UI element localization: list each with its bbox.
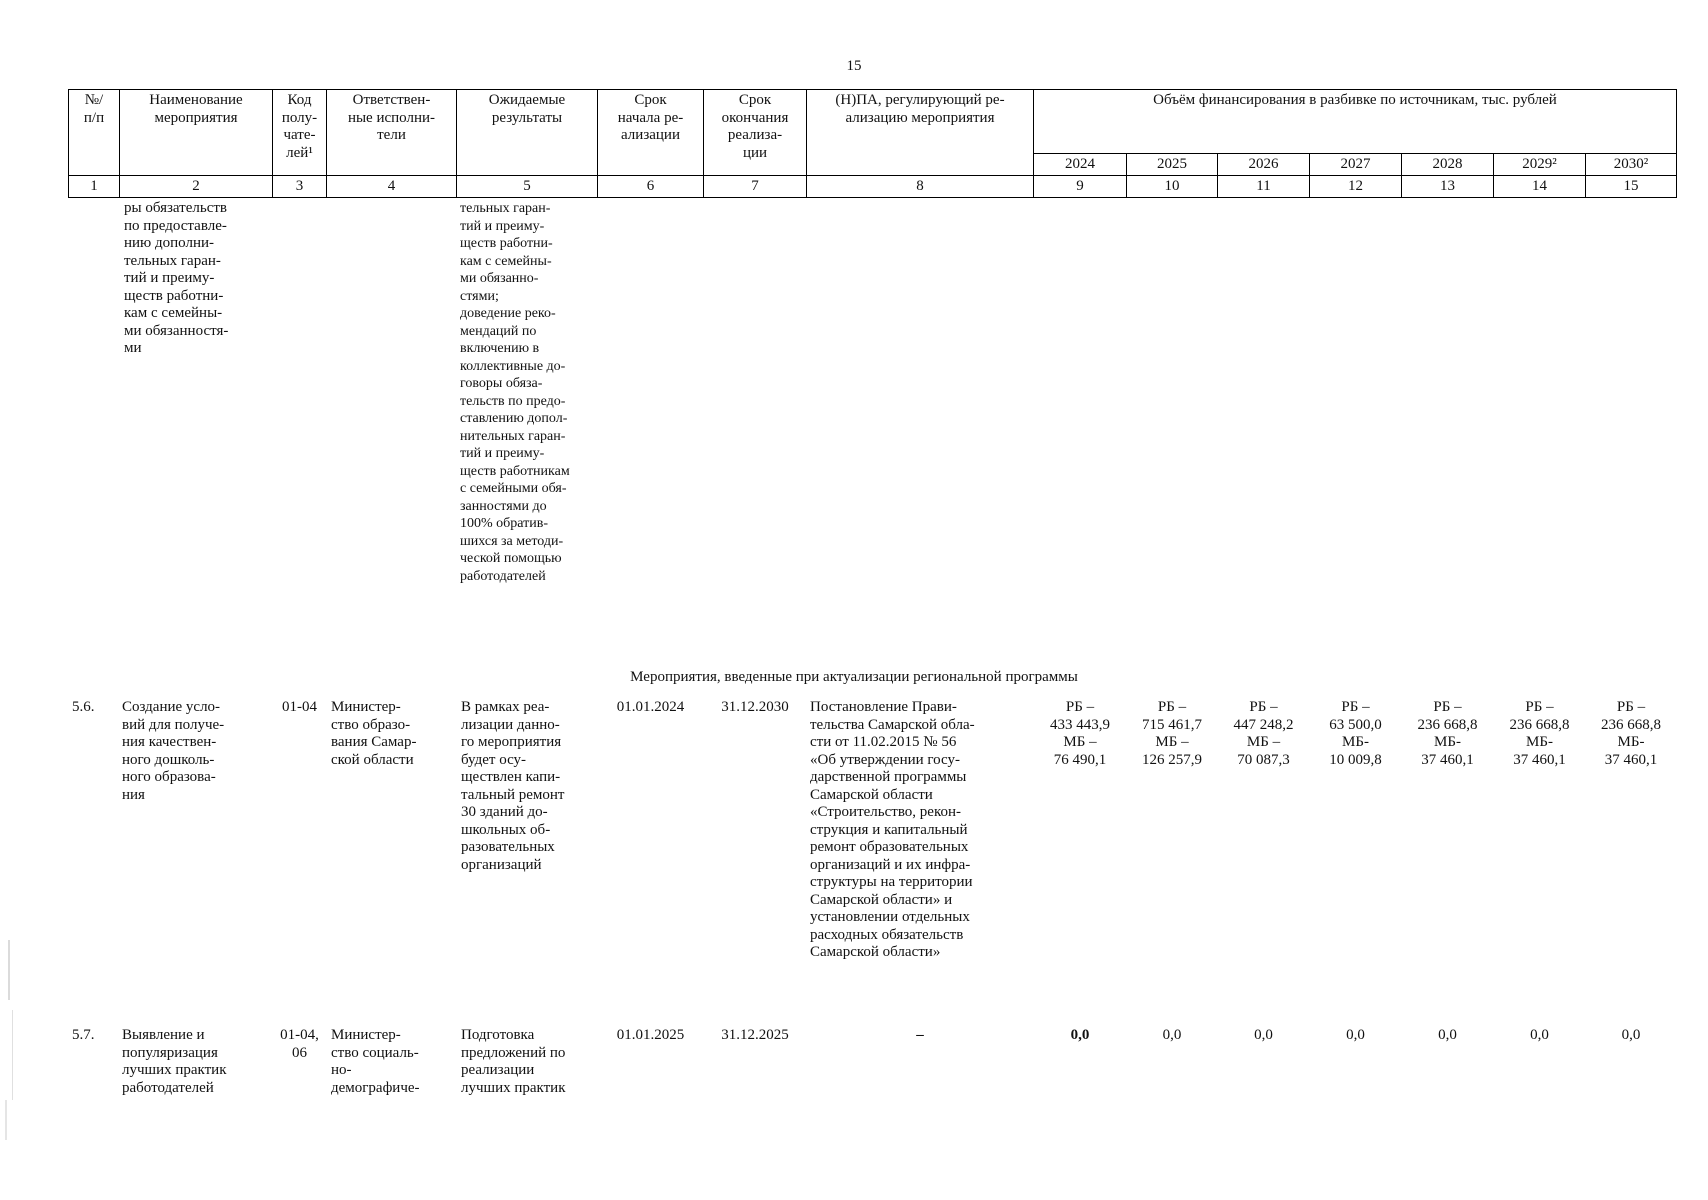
header-measure-name: Наименование мероприятия — [149, 92, 243, 126]
header-funding: Объём финансирования в разбивке по источникам, тыс. рублей — [1153, 92, 1557, 108]
legal-act: Постановление Прави- тельства Самарской обла- сти от 11.02.2015 № 56 «Об утверждении госу- дарственной программы Самарской области «Строительство, рекон- струкция и капитальный ремонт образовательных организаций и их инфра- структуры на территории Самарской области» и установлении отдельных расходных обязательств Самарской области» — [810, 699, 975, 960]
end-date: 31.12.2030 — [721, 699, 789, 715]
column-number: 2 — [192, 178, 200, 194]
column-numbers-bottom-border — [68, 197, 1677, 198]
column-number: 7 — [751, 178, 759, 194]
responsible-executors: Министер- ство образо- вания Самар- ской области — [331, 699, 417, 768]
year-header: 2025 — [1157, 156, 1187, 172]
scan-artifact — [8, 940, 10, 1000]
funding-cell: РБ – 236 668,8 МБ- 37 460,1 — [1417, 699, 1478, 768]
column-number: 6 — [646, 178, 655, 194]
column-number: 15 — [1623, 178, 1639, 194]
header-recipient-code: Код полу- чате- лей¹ — [281, 92, 318, 161]
funding-cell: 0,0 — [1530, 1027, 1549, 1043]
header-start-date: Срок начала ре- ализации — [617, 92, 684, 143]
continuation-measure-name: ры обязательств по предоставле- нию дополни- тельных гаран- тий и преиму- ществ работни- кам с семейны- ми обязанностя- ми — [124, 200, 229, 356]
scan-artifact — [12, 1010, 13, 1100]
column-number: 13 — [1440, 178, 1455, 194]
measure-name: Создание усло- вий для получе- ния качествен- ного дошколь- ного образова- ния — [122, 699, 225, 803]
header-number: №/ п/п — [83, 92, 105, 126]
year-header: 2028 — [1432, 156, 1463, 172]
expected-results: Подготовка предложений по реализации лучших практик — [461, 1027, 566, 1096]
column-number: 10 — [1164, 178, 1180, 194]
funding-cell: РБ – 433 443,9 МБ – 76 490,1 — [1050, 699, 1110, 768]
recipient-code: 01-04, 06 — [280, 1027, 319, 1061]
funding-cell: РБ – 447 248,2 МБ – 70 087,3 — [1233, 699, 1294, 768]
header-bottom-border — [68, 175, 1677, 176]
column-number: 8 — [916, 178, 924, 194]
column-divider — [1676, 89, 1677, 198]
start-date: 01.01.2025 — [616, 1027, 685, 1043]
table-border-top — [68, 89, 1677, 90]
column-number: 12 — [1348, 178, 1363, 194]
header-responsible: Ответствен- ные исполни- тели — [347, 92, 436, 143]
funding-cell: РБ – 236 668,8 МБ- 37 460,1 — [1601, 699, 1661, 768]
column-number: 5 — [523, 178, 531, 194]
funding-header-divider — [1033, 153, 1677, 154]
column-number: 1 — [90, 178, 98, 194]
continuation-expected-results: тельных гаран- тий и преиму- ществ работни- кам с семейны- ми обязанно- стями; доведение реко- мендаций по включению в коллективные до- говоры обяза- тельств по предо- ставлению допол- нительных гаран- тий и преиму- ществ работникам с семейными обя- занностями до 100% обратив- шихся за методи- ческой помощью работодателей — [460, 201, 570, 584]
responsible-executors: Министер- ство социаль- но- демографиче- — [331, 1027, 420, 1096]
row-number: 5.7. — [72, 1027, 95, 1043]
page-number: 15 — [846, 58, 862, 74]
year-header: 2029² — [1522, 156, 1557, 172]
column-number: 4 — [387, 178, 396, 194]
measure-name: Выявление и популяризация лучших практик работодателей — [122, 1027, 227, 1096]
row-number: 5.6. — [72, 699, 95, 715]
year-header: 2030² — [1613, 156, 1649, 172]
header-legal-act: (Н)ПА, регулирующий ре- ализацию мероприятия — [835, 92, 1005, 126]
funding-cell: 0,0 — [1621, 1027, 1641, 1043]
year-header: 2026 — [1248, 156, 1279, 172]
expected-results: В рамках реа- лизации данно- го мероприятия будет осу- ществлен капи- тальный ремонт 30 зданий до- школьных об- разовательных организаций — [461, 699, 565, 873]
column-number: 14 — [1532, 178, 1547, 194]
start-date: 01.01.2024 — [616, 699, 685, 715]
funding-cell: 0,0 — [1254, 1027, 1273, 1043]
funding-cell: 0,0 — [1070, 1027, 1090, 1043]
funding-cell: РБ – 236 668,8 МБ- 37 460,1 — [1509, 699, 1570, 768]
funding-cell: РБ – 715 461,7 МБ – 126 257,9 — [1142, 699, 1202, 768]
year-header: 2024 — [1065, 156, 1095, 172]
column-number: 9 — [1076, 178, 1084, 194]
column-number: 11 — [1256, 178, 1271, 194]
column-number: 3 — [295, 178, 304, 194]
recipient-code: 01-04 — [282, 699, 317, 715]
year-header: 2027 — [1340, 156, 1371, 172]
funding-cell: 0,0 — [1438, 1027, 1457, 1043]
header-expected-results: Ожидаемые результаты — [488, 92, 566, 126]
end-date: 31.12.2025 — [721, 1027, 789, 1043]
funding-cell: 0,0 — [1346, 1027, 1365, 1043]
scan-artifact — [5, 1100, 7, 1140]
funding-cell: РБ – 63 500,0 МБ- 10 009,8 — [1329, 699, 1382, 768]
section-title: Мероприятия, введенные при актуализации региональной программы — [630, 669, 1078, 685]
header-end-date: Срок окончания реализа- ции — [721, 92, 789, 161]
funding-cell: 0,0 — [1162, 1027, 1182, 1043]
legal-act: – — [916, 1027, 924, 1043]
